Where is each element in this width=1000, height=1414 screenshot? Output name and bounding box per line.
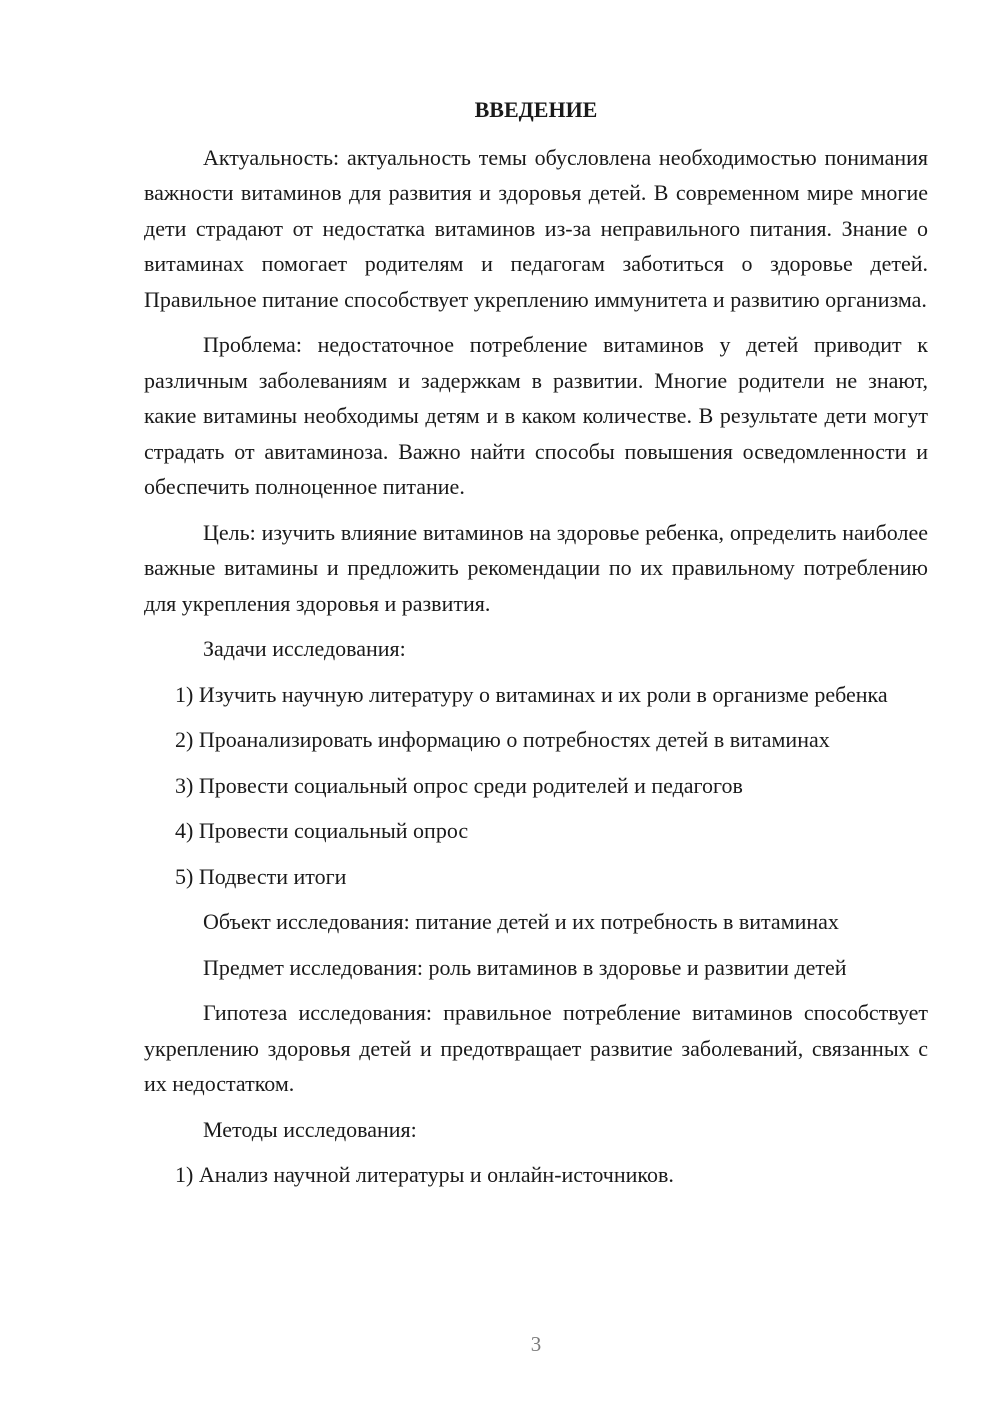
task-item: 1) Изучить научную литературу о витаминах и их роли в организме ребенка [175, 681, 888, 707]
goal-paragraph: Цель: изучить влияние витаминов на здоровье ребенка, определить наиболее важные витамины и предложить рекомендации по их правильному потреблению для укрепления здоровья и развития. [144, 519, 928, 616]
relevance-paragraph: Актуальность: актуальность темы обусловлена необходимостью понимания важности витаминов для развития и здоровья детей. В современном мире многие дети страдают от недостатка витаминов из-за неправильного питания. Знание о витаминах помогает родителям и педагогам заботиться о здоровье детей. Правильное питание способствует укреплению иммунитета и развитию организма. [144, 144, 928, 312]
object-paragraph: Объект исследования: питание детей и их потребность в витаминах [203, 909, 839, 934]
hypothesis-paragraph: Гипотеза исследования: правильное потребление витаминов способствует укреплению здоровья детей и предотвращает развитие заболеваний, связанных с их недостатком. [144, 1000, 928, 1096]
task-item: 2) Проанализировать информацию о потребностях детей в витаминах [175, 727, 830, 752]
page-title: ВВЕДЕНИЕ [474, 97, 598, 122]
document-page [144, 92, 928, 1203]
methods-heading: Методы исследования: [203, 1116, 417, 1142]
page-number: 3 [530, 1332, 542, 1356]
task-item: 5) Подвести итоги [175, 863, 347, 889]
method-item: 1) Анализ научной литературы и онлайн-источников. [175, 1162, 674, 1187]
subject-paragraph: Предмет исследования: роль витаминов в здоровье и развитии детей [203, 954, 847, 980]
tasks-heading: Задачи исследования: [203, 636, 406, 661]
problem-paragraph: Проблема: недостаточное потребление витаминов у детей приводит к различным заболеваниям и задержкам в развитии. Многие родители не знают, какие витамины необходимы детям и в каком количестве. В результате дети могут страдать от авитаминоза. Важно найти способы повышения осведомленности и обеспечить полноценное питание. [144, 332, 928, 499]
task-item: 3) Провести социальный опрос среди родителей и педагогов [175, 772, 743, 798]
task-item: 4) Провести социальный опрос [175, 818, 469, 843]
